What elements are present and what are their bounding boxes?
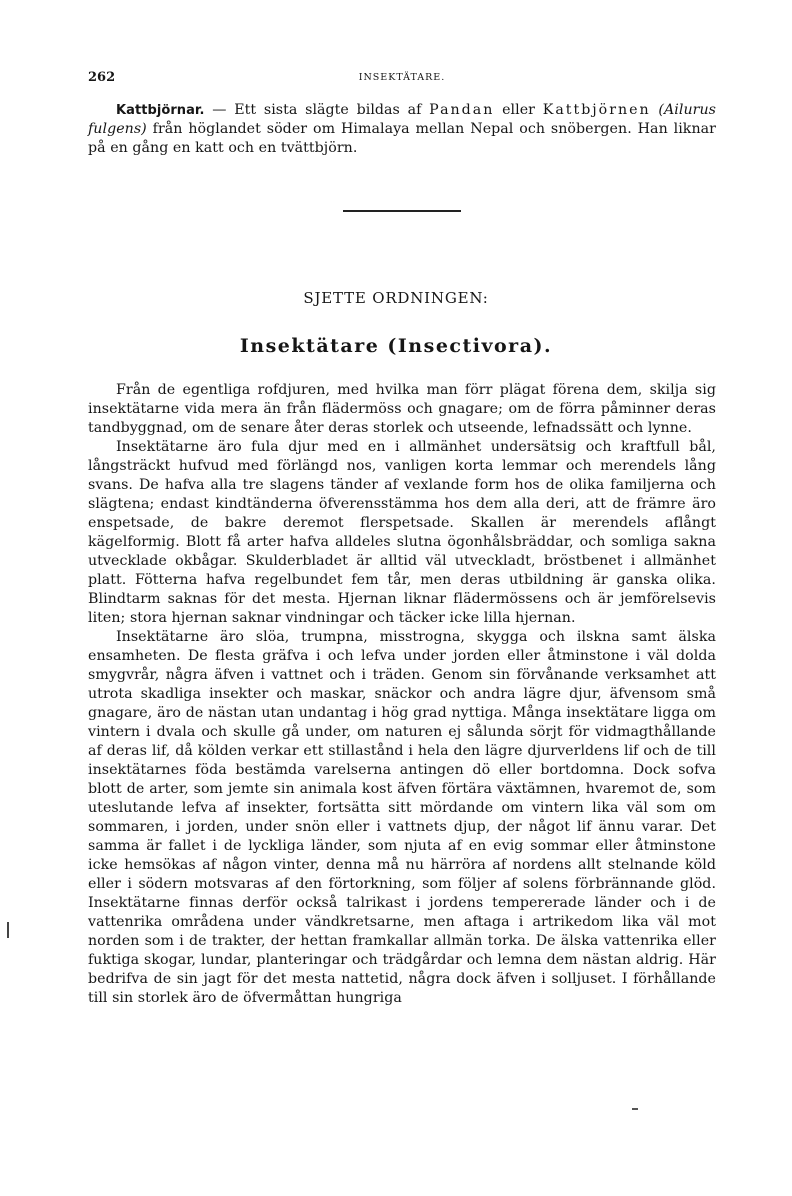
- stray-mark: [632, 1108, 638, 1110]
- paragraph-2: Insektätarne äro fula djur med en i allmänhet undersätsig och kraftfull bål, långsträckt hufvud med förlängd nos, vanligen korta lemmar och merendels lång svans. De hafva alla tre slagens tänder af vexlande form hos de olika familjerna och slägtena; endast kindtänderna öfverensstämma hos dem alla deri, att de främre äro enspetsade, de bakre deremot flerspetsade. Skallen är merendels aflångt kägelformig. Blott få arter hafva alldeles slutna ögonhålsbräddar, och somliga sakna utvecklade okbågar. Skulderbladet är alltid väl utveckladt, bröstbenet i allmänhet platt. Fötterna hafva regelbundet fem tår, men deras utbildning är ganska olika. Blindtarm saknas för det mesta. Hjernan liknar flädermössens och är jemförelsevis liten; stora hjernan saknar vindningar och täcker icke lilla hjernan.: [88, 439, 716, 626]
- running-head: INSEKTÄTARE.: [358, 72, 446, 83]
- paragraph-1: Från de egentliga rofdjuren, med hvilka man förr plägat förena dem, skilja sig insektätarne vida mera än från flädermöss och gnagare; om de förra påminner deras tandbyggnad, om de senare åter deras storlek och utseende, lefnadssätt och lynne.: [88, 382, 716, 436]
- margin-mark: [7, 922, 9, 938]
- paragraph-3: Insektätarne äro slöa, trumpna, misstrogna, skygga och ilskna samt älska ensamheten. De flesta gräfva i och lefva under jorden eller åtminstone i väl dolda smygvrår, några äfven i vattnet och i träden. Genom sin förvånande verksamhet att utrota skadliga insekter och maskar, snäckor och andra lägre djur, äfvensom små gnagare, äro de nästan utan undantag i hög grad nyttiga. Många insektätare ligga om vintern i dvala och skulle gå under, om naturen ej sålunda sörjt för vidmagthållande af deras lif, då kölden verkar ett stillastånd i hela den lägre djurverldens lif och de till insektätarnes föda bestämda varelserna antingen dö eller bortdomna. Dock sofva blott de arter, som jemte sin animala kost äfven förtära växtämnen, hvaremot de, som uteslutande lefva af insekter, fortsätta sitt mördande om vintern lika väl som om sommaren, i jorden, under snön eller i vattnets djup, der något lif ännu varar. Det samma är fallet i de lyckliga länder, som njuta af en evig sommar eller åtminstone icke hemsökas af någon vinter, denna må nu härröra af nordens allt stelnande köld eller i södern motsvaras af den förtorkning, som följer af solens förbrännande glöd. Insektätarne finnas derför också talrikast i jordens tempererade länder och i de vattenrika områdena under vändkretsarne, men aftaga i artrikedom lika väl mot norden som i de trakter, der hettan framkallar allmän torka. De älska vattenrika eller fuktiga skogar, lundar, planteringar och trädgårdar och lemna dem nästan aldrig. Här bedrifva de sin jagt för det mesta nattetid, några dock äfven i solljuset. I förhållande till sin storlek äro de öfvermåttan hungriga: [88, 629, 716, 1006]
- lead-term: Kattbjörnar.: [116, 103, 205, 118]
- section-title: Insektätare (Insectivora).: [239, 335, 553, 357]
- intro-kattbjornen: Kattbjörnen: [542, 102, 651, 118]
- order-heading: SJETTE ORDNINGEN:: [303, 289, 489, 307]
- page-header: [88, 70, 716, 86]
- body-text: [88, 381, 716, 1008]
- intro-panda: Pandan: [429, 102, 495, 118]
- page-number: 262: [88, 70, 116, 85]
- section-divider: [343, 210, 461, 212]
- intro-text-d: från höglandet söder om Himalaya mellan Nepal och snöbergen. Han liknar på en gång en katt och en tvättbjörn.: [88, 121, 716, 156]
- intro-section: [88, 101, 716, 158]
- intro-text-b: eller: [494, 102, 543, 118]
- intro-text-a: — Ett sista slägte bildas af: [204, 102, 430, 118]
- intro-paragraph: [88, 101, 716, 158]
- latin-name: (Ailurus fulgens): [88, 102, 717, 137]
